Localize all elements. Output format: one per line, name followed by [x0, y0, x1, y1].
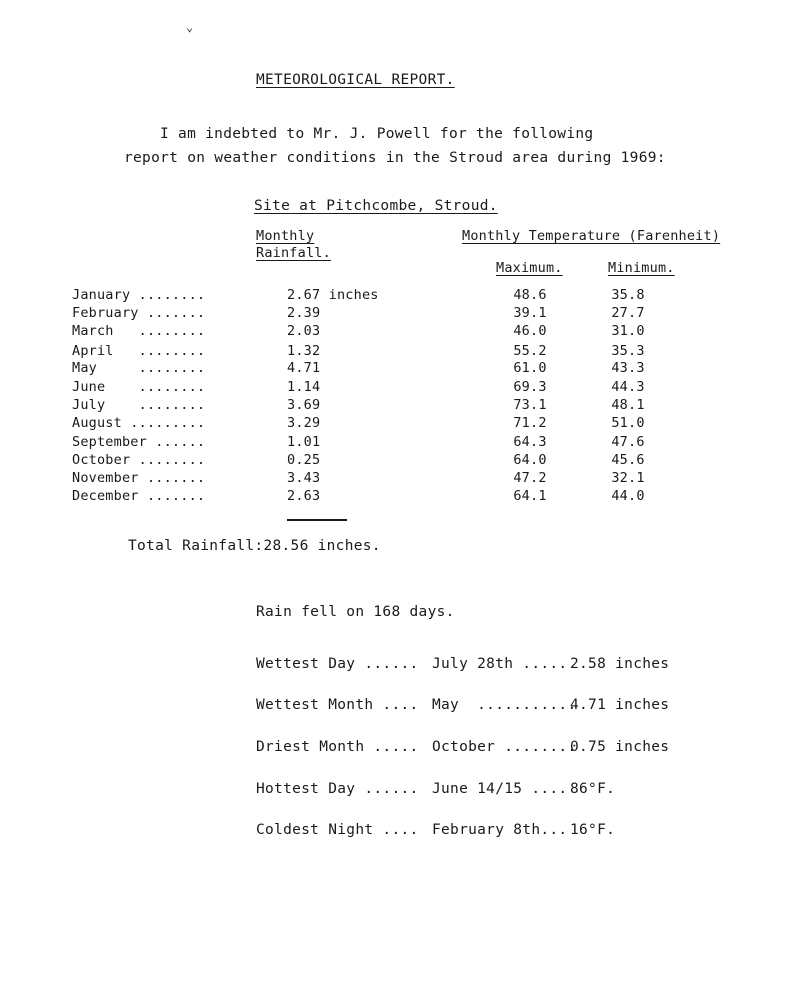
- record-label: Wettest Month ....: [256, 697, 419, 713]
- rainfall-value: 4.71: [287, 360, 321, 376]
- month-name: June ........: [72, 379, 206, 395]
- rainfall-column-header-line1: Monthly: [256, 228, 315, 244]
- rainfall-value: 2.67 inches: [287, 287, 379, 303]
- temperature-column-header: Monthly Temperature (Farenheit): [462, 228, 721, 244]
- month-name: May ........: [72, 360, 206, 376]
- record-label: Driest Month .....: [256, 739, 419, 755]
- intro-line-1: I am indebted to Mr. J. Powell for the following: [160, 126, 594, 142]
- max-temp-value: 46.0: [513, 323, 547, 339]
- max-temp-value: 61.0: [513, 360, 547, 376]
- rainfall-value: 2.03: [287, 323, 321, 339]
- record-date: February 8th...: [432, 822, 568, 838]
- month-name: October ........: [72, 452, 206, 468]
- rainfall-value: 1.32: [287, 343, 321, 359]
- rainfall-value: 2.63: [287, 488, 321, 504]
- max-temp-value: 64.1: [513, 488, 547, 504]
- max-temp-value: 48.6: [513, 287, 547, 303]
- max-temp-value: 64.0: [513, 452, 547, 468]
- rainfall-value: 0.25: [287, 452, 321, 468]
- min-temp-value: 44.0: [611, 488, 645, 504]
- max-temp-value: 73.1: [513, 397, 547, 413]
- rainfall-value: 1.14: [287, 379, 321, 395]
- month-name: August .........: [72, 415, 206, 431]
- intro-line-2: report on weather conditions in the Stroud area during 1969:: [124, 150, 666, 166]
- total-rainfall: Total Rainfall:28.56 inches.: [128, 538, 381, 554]
- max-temp-value: 71.2: [513, 415, 547, 431]
- month-name: April ........: [72, 343, 206, 359]
- max-temp-value: 39.1: [513, 305, 547, 321]
- max-temp-value: 69.3: [513, 379, 547, 395]
- min-temp-value: 51.0: [611, 415, 645, 431]
- stray-mark: ⌄: [186, 20, 194, 34]
- maximum-column-header: Maximum.: [496, 260, 563, 276]
- min-temp-value: 35.8: [611, 287, 645, 303]
- month-name: November .......: [72, 470, 206, 486]
- min-temp-value: 32.1: [611, 470, 645, 486]
- minimum-column-header: Minimum.: [608, 260, 675, 276]
- min-temp-value: 47.6: [611, 434, 645, 450]
- rainfall-value: 2.39: [287, 305, 321, 321]
- site-heading: Site at Pitchcombe, Stroud.: [254, 198, 498, 214]
- record-value: 16°F.: [570, 822, 616, 838]
- min-temp-value: 48.1: [611, 397, 645, 413]
- rainfall-value: 3.69: [287, 397, 321, 413]
- report-title: METEOROLOGICAL REPORT.: [256, 72, 455, 88]
- rain-days: Rain fell on 168 days.: [256, 604, 455, 620]
- month-name: February .......: [72, 305, 206, 321]
- max-temp-value: 47.2: [513, 470, 547, 486]
- record-value: 2.58 inches: [570, 656, 670, 672]
- min-temp-value: 31.0: [611, 323, 645, 339]
- min-temp-value: 43.3: [611, 360, 645, 376]
- record-value: 86°F.: [570, 781, 616, 797]
- rainfall-column-header-line2: Rainfall.: [256, 245, 331, 261]
- max-temp-value: 64.3: [513, 434, 547, 450]
- month-name: September ......: [72, 434, 206, 450]
- rainfall-value: 3.29: [287, 415, 321, 431]
- rainfall-value: 1.01: [287, 434, 321, 450]
- max-temp-value: 55.2: [513, 343, 547, 359]
- record-date: July 28th .....: [432, 656, 568, 672]
- min-temp-value: 44.3: [611, 379, 645, 395]
- record-label: Wettest Day ......: [256, 656, 419, 672]
- record-label: Coldest Night ....: [256, 822, 419, 838]
- record-value: 0.75 inches: [570, 739, 670, 755]
- record-date: June 14/15 ....: [432, 781, 568, 797]
- record-date: May ...........: [432, 697, 577, 713]
- month-name: January ........: [72, 287, 206, 303]
- min-temp-value: 27.7: [611, 305, 645, 321]
- min-temp-value: 35.3: [611, 343, 645, 359]
- record-label: Hottest Day ......: [256, 781, 419, 797]
- rainfall-value: 3.43: [287, 470, 321, 486]
- month-name: July ........: [72, 397, 206, 413]
- record-date: October ........: [432, 739, 577, 755]
- min-temp-value: 45.6: [611, 452, 645, 468]
- month-name: March ........: [72, 323, 206, 339]
- total-divider-line: [287, 519, 347, 521]
- record-value: 4.71 inches: [570, 697, 670, 713]
- month-name: December .......: [72, 488, 206, 504]
